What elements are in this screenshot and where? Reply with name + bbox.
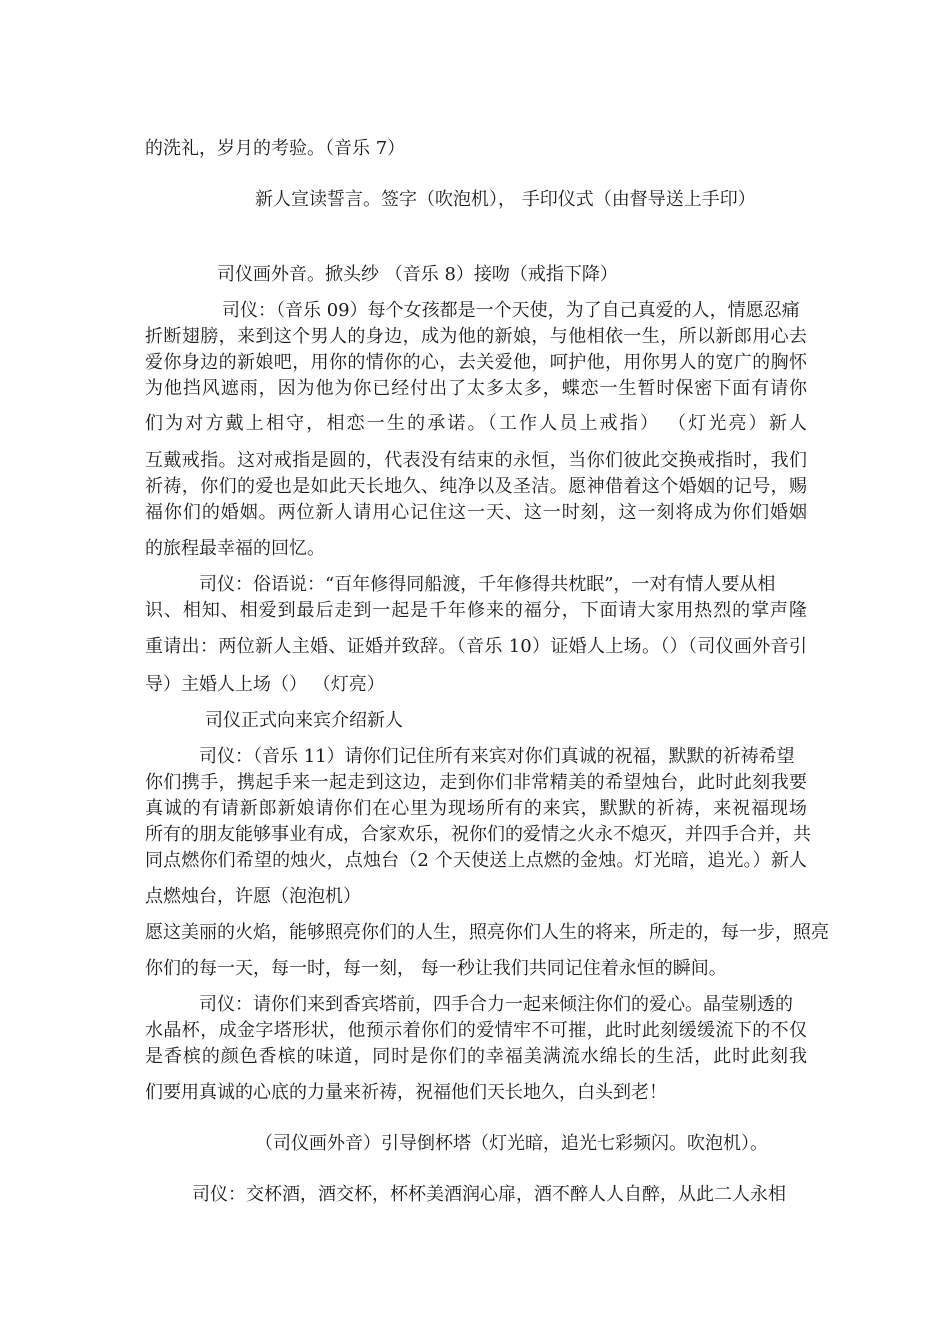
text-line: 水晶杯，成金字塔形状，他预示着你们的爱情牢不可摧，此时此刻缓缓流下的不仅 <box>145 1020 807 1041</box>
text-line: 司仪：请你们来到香宾塔前，四手合力一起来倾注你们的爱心。晶莹剔透的 <box>199 994 793 1015</box>
text-line: 祈祷，你们的爱也是如此天长地久、纯净以及圣洁。愿神借着这个婚姻的记号，赐 <box>145 476 807 497</box>
text-line: 互戴戒指。这对戒指是圆的，代表没有结束的永恒，当你们彼此交换戒指时，我们 <box>145 450 807 471</box>
text-line: 司仪：交杯酒，酒交杯，杯杯美酒润心扉，酒不醉人人自醉，从此二人永相 <box>192 1184 786 1205</box>
text-line: 点燃烛台，许愿（泡泡机） <box>145 886 361 907</box>
text-line: 为他挡风遮雨，因为他为你已经付出了太多太多，蝶恋一生暂时保密下面有请你 <box>145 378 807 399</box>
text-line: 司仪：（音乐 09）每个女孩都是一个天使，为了自己真爱的人，情愿忍痛 <box>222 300 800 321</box>
text-line: 们为对方戴上相守，相恋一生的承诺。（工作人员上戒指） （灯光亮）新人 <box>145 413 807 434</box>
text-line: 你们的每一天，每一时，每一刻， 每一秒让我们共同记住着永恒的瞬间。 <box>145 958 727 979</box>
text-line: 是香槟的颜色香槟的味道，同时是你们的幸福美满流水绵长的生活，此时此刻我 <box>145 1046 807 1067</box>
text-line: 折断翅膀，来到这个男人的身边，成为他的新娘，与他相依一生，所以新郎用心去 <box>145 326 807 347</box>
text-line: 福你们的婚姻。两位新人请用心记住这一天、这一时刻，这一刻将成为你们婚姻 <box>145 502 807 523</box>
text-line: 识、相知、相爱到最后走到一起是千年修来的福分，下面请大家用热烈的掌声隆 <box>145 600 807 621</box>
text-line: 的洗礼，岁月的考验。（音乐 7） <box>145 138 406 159</box>
text-line: 们要用真诚的心底的力量来祈祷，祝福他们天长地久，白头到老！ <box>145 1082 667 1103</box>
text-line: 导）主婚人上场（） （灯亮） <box>145 674 385 695</box>
text-line: 司仪：（音乐 11）请你们记住所有来宾对你们真诚的祝福，默默的祈祷希望 <box>199 746 795 767</box>
text-line: 所有的朋友能够事业有成，合家欢乐，祝你们的爱情之火永不熄灭，并四手合并，共 <box>145 824 811 845</box>
text-line: 真诚的有请新郎新娘请你们在心里为现场所有的来宾，默默的祈祷，来祝福现场 <box>145 798 807 819</box>
text-line: 爱你身边的新娘吧，用你的情你的心，去关爱他，呵护他，用你男人的宽广的胸怀 <box>145 352 807 373</box>
text-line: 的旅程最幸福的回忆。 <box>145 538 325 559</box>
text-line: 司仪正式向来宾介绍新人 <box>205 710 403 731</box>
text-line: 重请出：两位新人主婚、证婚并致辞。（音乐 10）证婚人上场。（）（司仪画外音引 <box>145 636 807 657</box>
text-line: 愿这美丽的火焰，能够照亮你们的人生，照亮你们人生的将来，所走的，每一步，照亮 <box>145 922 829 943</box>
text-line: 司仪：俗语说：“百年修得同船渡，千年修得共枕眠”，一对有情人要从相 <box>199 574 776 595</box>
text-line: （司仪画外音）引导倒杯塔（灯光暗，追光七彩频闪。吹泡机）。 <box>255 1133 768 1154</box>
text-line: 同点燃你们希望的烛火，点烛台（2 个天使送上点燃的金烛。灯光暗，追光。）新人 <box>145 850 807 871</box>
text-line: 司仪画外音。掀头纱 （音乐 8）接吻（戒指下降） <box>217 264 618 285</box>
text-line: 新人宣读誓言。签字（吹泡机）， 手印仪式（由督导送上手印） <box>255 189 756 210</box>
text-line: 你们携手，携起手来一起走到这边，走到你们非常精美的希望烛台，此时此刻我要 <box>145 772 807 793</box>
